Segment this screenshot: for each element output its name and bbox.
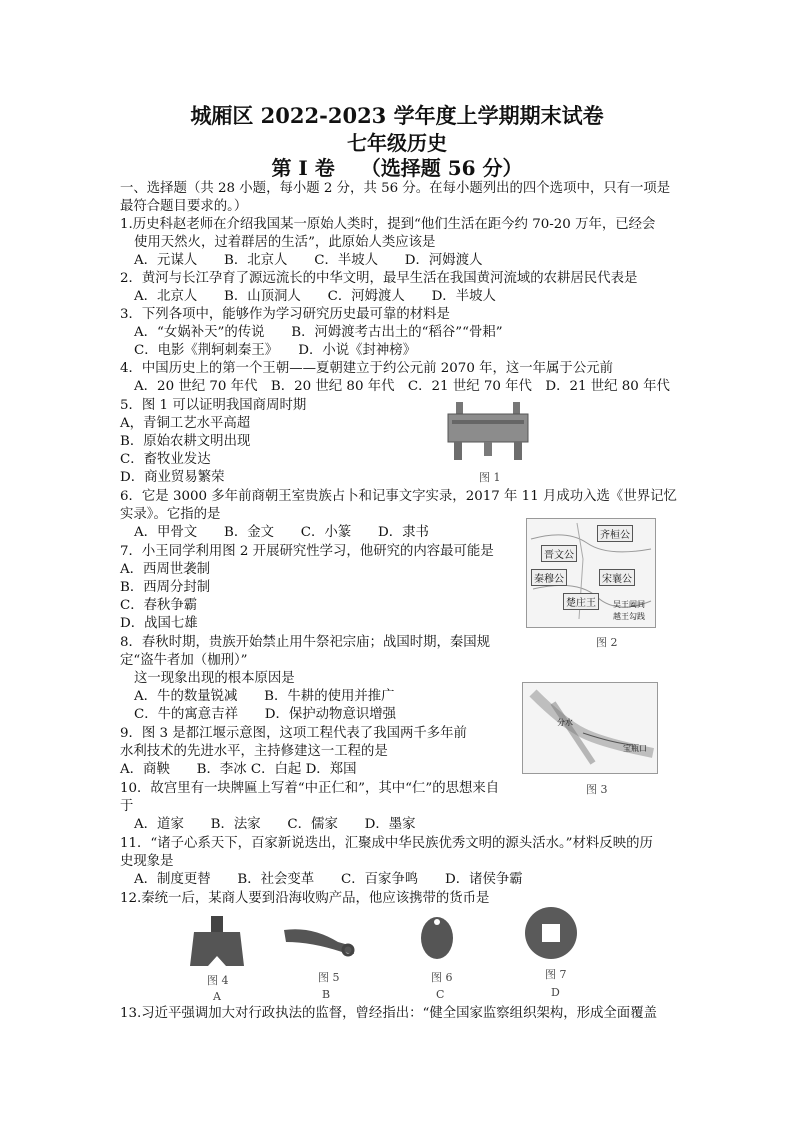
question-stem: 于: [120, 799, 134, 814]
question-options: A．牛的数量锐减 B．牛耕的使用并推广: [134, 689, 395, 704]
figure-caption: 图 1: [479, 471, 501, 484]
figure-caption: 图 3: [586, 783, 608, 796]
question-stem: 11．“诸子心系天下，百家新说迭出，汇聚成中华民族优秀文明的源头活水。”材料反映的历: [120, 836, 653, 851]
figure-caption: 图 6: [431, 971, 453, 984]
option-letter: A: [213, 990, 221, 1003]
question-stem: 10．故宫里有一块牌匾上写着“中正仁和”，其中“仁”的思想来自: [120, 781, 500, 796]
question-option: C．春秋争霸: [120, 598, 198, 613]
exam-subtitle: 七年级历史: [347, 131, 447, 155]
map-label: 秦穆公: [531, 569, 567, 586]
question-stem: 使用天然火，过着群居的生活”，此原始人类应该是: [134, 235, 436, 250]
question-options: A．商鞅 B．李冰 C．白起 D．郑国: [120, 762, 357, 777]
question-stem: 实录》。它指的是: [120, 507, 221, 522]
map-label: 越王勾践: [613, 612, 645, 621]
question-stem: 6．它是 3000 多年前商朝王室贵族占卜和记事文字实录，2017 年 11 月成功入选《世界记忆: [120, 489, 677, 504]
exam-title: 城厢区 2022-2023 学年度上学期期末试卷: [190, 103, 604, 128]
question-options: A．北京人 B．山顶洞人 C．河姆渡人 D．半坡人: [134, 289, 496, 304]
question-options: A．道家 B．法家 C．儒家 D．墨家: [134, 817, 416, 832]
question-options: C．牛的寓意吉祥 D．保护动物意识增强: [134, 707, 397, 722]
question-stem: 8．春秋时期，贵族开始禁止用牛祭祀宗庙；战国时期，秦国规: [120, 635, 491, 650]
question-stem: 12.秦统一后，某商人要到沿海收购产品，他应该携带的货币是: [120, 891, 490, 906]
figure-caption: 图 5: [318, 971, 340, 984]
question-options: A．“女娲补天”的传说 B．河姆渡考古出土的“稻谷”“骨耜”: [134, 325, 503, 340]
question-option: D．战国七雄: [120, 616, 198, 631]
spade-coin-image: [186, 914, 248, 968]
dujiangyan-diagram-figure: [522, 682, 658, 774]
question-stem: 2．黄河与长江孕育了源远流长的中华文明，最早生活在我国黄河流域的农耕居民代表是: [120, 271, 638, 286]
map-label: 宋襄公: [599, 569, 635, 586]
question-options: C．电影《荆轲刺秦王》 D．小说《封神榜》: [134, 343, 417, 358]
question-stem: 3．下列各项中，能够作为学习研究历史最可靠的材料是: [120, 307, 450, 322]
question-stem: 史现象是: [120, 854, 174, 869]
question-option: B．原始农耕文明出现: [120, 434, 251, 449]
map-label: 晋文公: [541, 545, 577, 562]
question-options: A．元谋人 B．北京人 C．半坡人 D．河姆渡人: [134, 253, 483, 268]
question-option: C．畜牧业发达: [120, 452, 211, 467]
diagram-label: 宝瓶口: [623, 744, 647, 753]
instruction-line: 一、选择题（共 28 小题，每小题 2 分，共 56 分。在每小题列出的四个选项中，只有一项是: [120, 181, 671, 196]
question-options: A．制度更替 B．社会变革 C．百家争鸣 D．诸侯争霸: [134, 872, 523, 887]
question-option: A，青铜工艺水平高超: [120, 416, 251, 431]
question-stem: 1.历史科赵老师在介绍我国某一原始人类时，提到“他们生活在距今约 70-20 万年，已经会: [120, 217, 656, 232]
figure-caption: 图 7: [545, 968, 567, 981]
section-label: 第 I 卷: [271, 156, 335, 180]
question-option: A．西周世袭制: [120, 562, 211, 577]
option-letter: B: [322, 988, 331, 1001]
question-stem: 5．图 1 可以证明我国商周时期: [120, 398, 307, 413]
spring-autumn-map-figure: [526, 518, 656, 628]
question-stem: 4．中国历史上的第一个王朝——夏朝建立于约公元前 2070 年，这一年属于公元前: [120, 361, 613, 376]
diagram-label: 分水: [557, 718, 573, 727]
option-letter: D: [551, 986, 560, 999]
section-note: （选择题 56 分）: [360, 156, 523, 180]
question-stem: 7．小王同学利用图 2 开展研究性学习，他研究的内容最可能是: [120, 544, 494, 559]
figure-caption: 图 2: [596, 636, 618, 649]
question-options: A．甲骨文 B．金文 C．小篆 D．隶书: [134, 525, 429, 540]
question-option: B．西周分封制: [120, 580, 211, 595]
knife-coin-image: [282, 922, 358, 960]
option-letter: C: [436, 988, 445, 1001]
question-stem: 13.习近平强调加大对行政执法的监督，曾经指出：“健全国家监察组织架构，形成全面覆盖: [120, 1006, 657, 1021]
ban-liang-coin-image: [522, 904, 580, 962]
question-option: D．商业贸易繁荣: [120, 470, 225, 485]
instruction-line: 最符合题目要求的。）: [120, 199, 248, 214]
map-label: 齐桓公: [597, 525, 633, 542]
map-label: 吴王阖闾: [613, 600, 645, 609]
question-stem: 定“盗牛者加（枷刑）”: [120, 653, 248, 668]
map-label: 楚庄王: [563, 593, 599, 610]
figure-caption: 图 4: [207, 974, 229, 987]
question-stem: 这一现象出现的根本原因是: [134, 671, 295, 686]
question-options: A．20 世纪 70 年代 B．20 世纪 80 年代 C．21 世纪 70 年代 D．21 世纪 80 年代: [134, 379, 670, 394]
question-stem: 9．图 3 是都江堰示意图，这项工程代表了我国两千多年前: [120, 726, 467, 741]
question-stem: 水利技术的先进水平，主持修建这一工程的是: [120, 744, 388, 759]
ant-nose-coin-image: [418, 914, 456, 962]
bronze-ding-figure: [440, 400, 536, 462]
section-heading: [0, 152, 794, 181]
